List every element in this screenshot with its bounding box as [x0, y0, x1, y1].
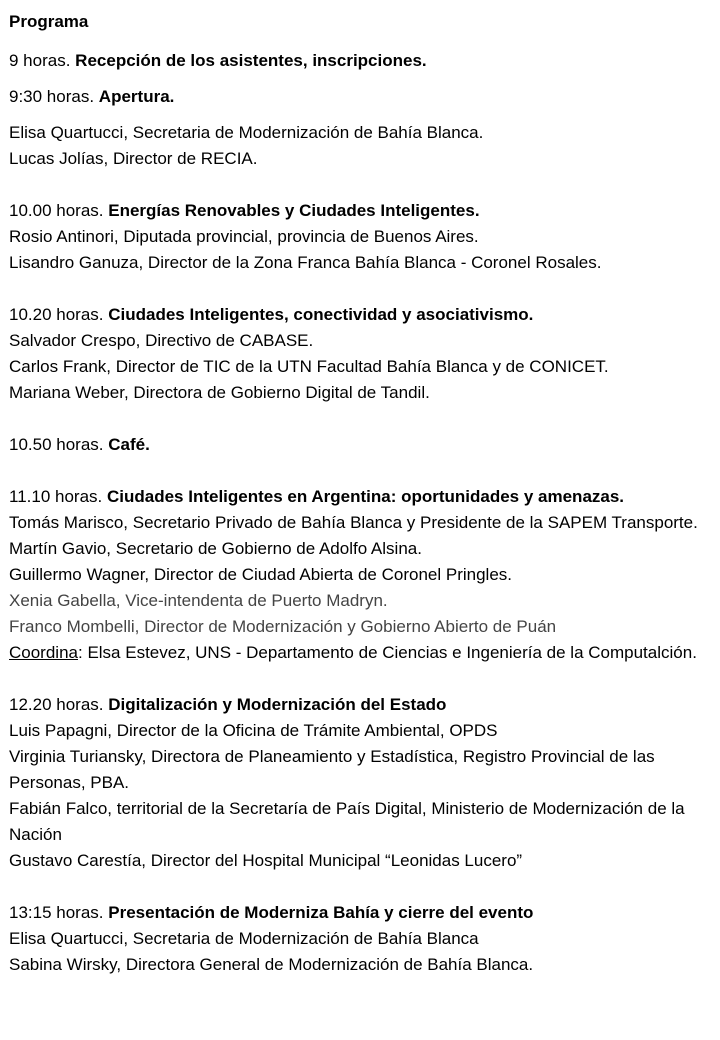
session-heading [9, 48, 714, 74]
session-time: 12.20 horas. [9, 695, 104, 714]
speaker-line: Martín Gavio, Secretario de Gobierno de Adolfo Alsina. [9, 539, 422, 558]
session-title: Presentación de Moderniza Bahía y cierre del evento [108, 903, 534, 922]
speaker-line: Xenia Gabella, Vice-intendenta de Puerto Madryn. [9, 591, 388, 610]
session-heading [9, 484, 714, 510]
speaker-line: Tomás Marisco, Secretario Privado de Bahía Blanca y Presidente de la SAPEM Transporte. [9, 513, 698, 532]
speaker-line: Carlos Frank, Director de TIC de la UTN Facultad Bahía Blanca y de CONICET. [9, 357, 609, 376]
coordinator-label: Coordina [9, 643, 78, 662]
speaker-line: Mariana Weber, Directora de Gobierno Digital de Tandil. [9, 383, 430, 402]
session-title: Digitalización y Modernización del Estado [108, 695, 447, 714]
session-heading [9, 692, 714, 718]
session-time: 9:30 horas. [9, 87, 95, 106]
speaker-line: Elisa Quartucci, Secretaria de Modernización de Bahía Blanca [9, 929, 479, 948]
speaker-line: Lucas Jolías, Director de RECIA. [9, 149, 258, 168]
page-title: Programa [9, 12, 89, 31]
session-heading [9, 432, 714, 458]
speaker-line: Franco Mombelli, Director de Modernización y Gobierno Abierto de Puán [9, 617, 557, 636]
speaker-line: Elisa Quartucci, Secretaria de Modernización de Bahía Blanca. [9, 123, 484, 142]
session-title: Apertura. [98, 87, 175, 106]
speaker-line: Guillermo Wagner, Director de Ciudad Abierta de Coronel Pringles. [9, 565, 513, 584]
session-heading [9, 84, 714, 110]
session-title: Café. [108, 435, 150, 454]
coordinator-line [9, 640, 714, 666]
session-title: Recepción de los asistentes, inscripciones. [75, 51, 427, 70]
session-time: 11.10 horas. [9, 487, 103, 506]
session-time: 9 horas. [9, 51, 71, 70]
speaker-line: Luis Papagni, Director de la Oficina de Trámite Ambiental, OPDS [9, 721, 498, 740]
session-title: Energías Renovables y Ciudades Inteligentes. [108, 201, 480, 220]
session-time: 10.00 horas. [9, 201, 104, 220]
speaker-line: Fabián Falco, territorial de la Secretaría de País Digital, Ministerio de Modernización de la Nación [9, 799, 685, 844]
speaker-line: Salvador Crespo, Directivo de CABASE. [9, 331, 314, 350]
speaker-line: Virginia Turiansky, Directora de Planeamiento y Estadística, Registro Provincial de las Personas, PBA. [9, 747, 655, 792]
coordinator-text: : Elsa Estevez, UNS - Departamento de Ciencias e Ingeniería de la Computalción. [78, 643, 697, 662]
session-title: Ciudades Inteligentes en Argentina: oportunidades y amenazas. [107, 487, 625, 506]
session-time: 13:15 horas. [9, 903, 104, 922]
session-heading [9, 198, 714, 224]
session-time: 10.20 horas. [9, 305, 104, 324]
speaker-line: Gustavo Carestía, Director del Hospital Municipal “Leonidas Lucero” [9, 851, 523, 870]
speaker-line: Rosio Antinori, Diputada provincial, provincia de Buenos Aires. [9, 227, 479, 246]
session-heading [9, 900, 714, 926]
session-time: 10.50 horas. [9, 435, 104, 454]
speaker-line: Sabina Wirsky, Directora General de Modernización de Bahía Blanca. [9, 955, 534, 974]
speaker-line: Lisandro Ganuza, Director de la Zona Franca Bahía Blanca - Coronel Rosales. [9, 253, 602, 272]
session-title: Ciudades Inteligentes, conectividad y asociativismo. [108, 305, 534, 324]
program-document [9, 10, 714, 978]
session-heading [9, 302, 714, 328]
